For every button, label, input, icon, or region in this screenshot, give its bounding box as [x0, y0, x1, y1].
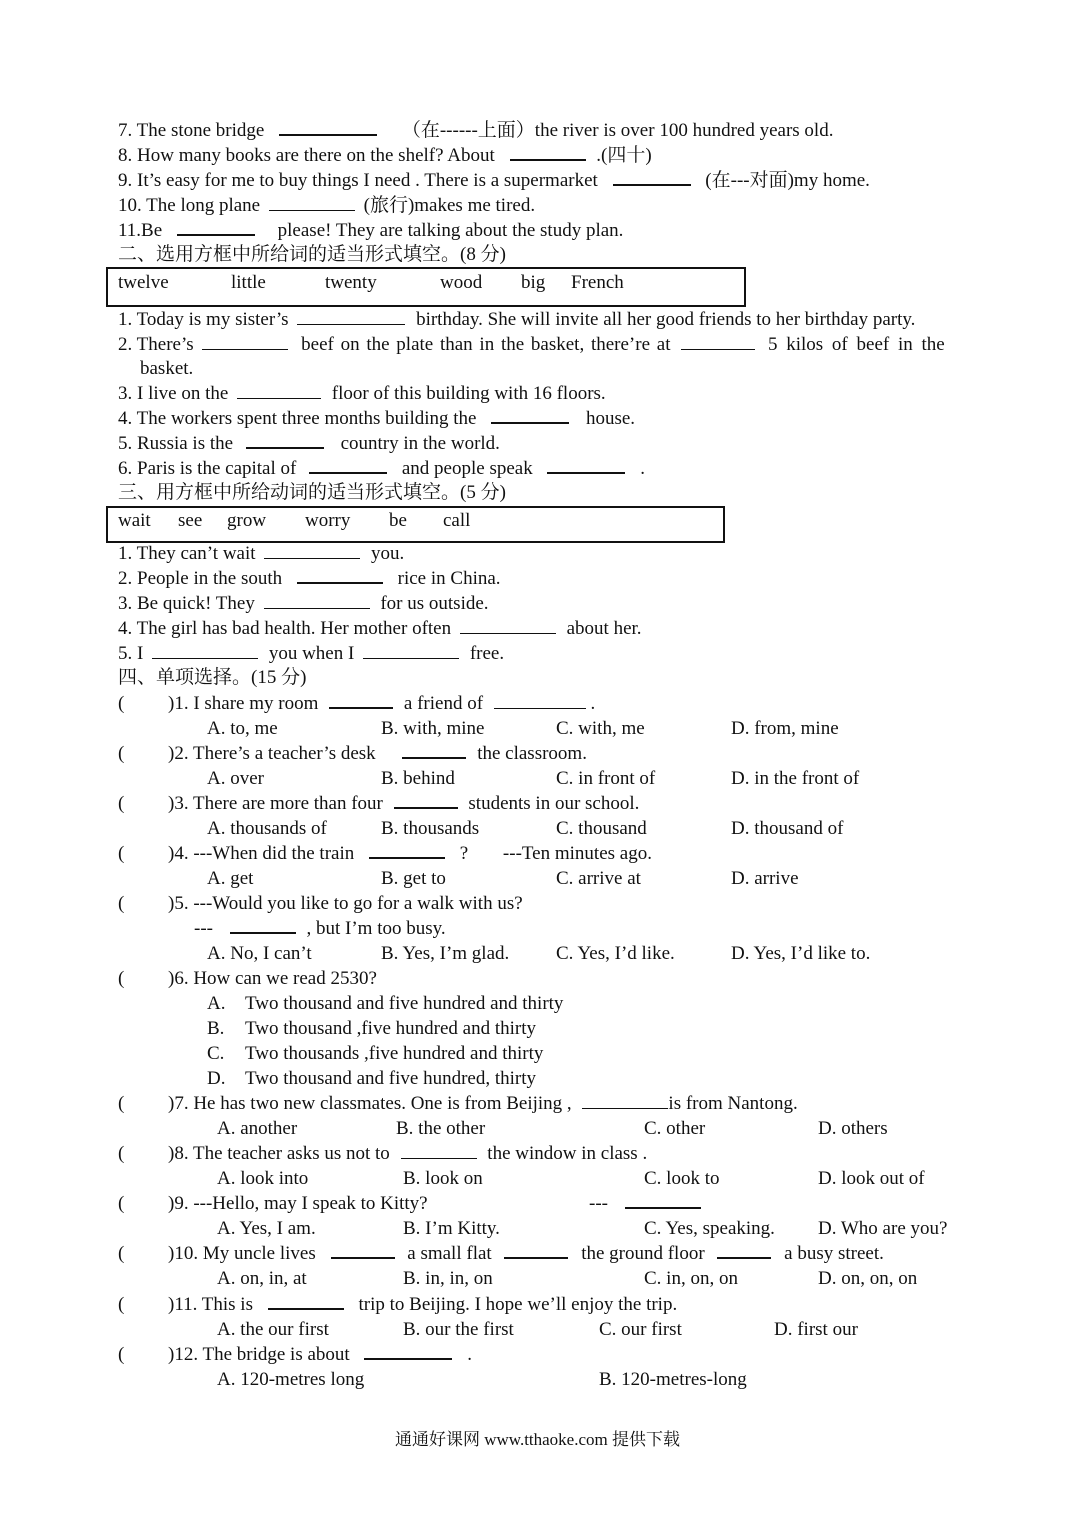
mcq12-text: )12. The bridge is about: [168, 1344, 350, 1365]
option-text: Two thousand and five hundred and thirty: [245, 993, 564, 1014]
option[interactable]: D. thousand of: [731, 818, 844, 839]
mc-question-7: [168, 1092, 798, 1116]
mcq4-reply: ---Ten minutes ago.: [502, 843, 652, 864]
word-box-3-word: wait: [118, 510, 151, 531]
mcq4-text-after: ?: [459, 843, 469, 864]
s3-question-3: [118, 592, 489, 616]
mcq7-blank[interactable]: [582, 1094, 668, 1109]
s2q2-continuation: basket.: [140, 358, 194, 379]
option[interactable]: D. Yes, I’d like to.: [731, 943, 871, 964]
question-10: [118, 194, 535, 218]
word-box-2-word: twenty: [325, 272, 377, 293]
option-text: Two thousand and five hundred, thirty: [245, 1068, 537, 1089]
mcq8-blank[interactable]: [401, 1144, 477, 1159]
answer-paren[interactable]: (: [118, 1294, 125, 1315]
mc-question-6: )6. How can we read 2530?: [168, 968, 377, 989]
option-text: Two thousands ,five hundred and thirty: [245, 1043, 544, 1064]
mcq2-blank[interactable]: [402, 743, 466, 759]
word-box-2: [106, 267, 746, 307]
option[interactable]: C. other: [644, 1118, 706, 1139]
mcq10-text-mid-2: the ground floor: [581, 1243, 705, 1264]
q9-hint: (在---对面)my home.: [705, 170, 870, 191]
s2q2-blank-2[interactable]: [681, 335, 755, 350]
mcq5-text-after: , but I’m too busy.: [306, 918, 446, 939]
mcq5-dash: ---: [194, 918, 213, 939]
option[interactable]: [207, 992, 563, 1016]
option[interactable]: B. with, mine: [381, 718, 485, 739]
mcq4-blank[interactable]: [369, 843, 445, 859]
s2q5-blank[interactable]: [246, 433, 324, 449]
s3q4-text: 4. The girl has bad health. Her mother often: [118, 618, 452, 639]
mc-question-12: [168, 1343, 472, 1367]
mc-question-10: [168, 1242, 884, 1266]
option[interactable]: A. Yes, I am.: [217, 1218, 316, 1239]
mcq9-reply: [589, 1192, 701, 1216]
mc-question-5: )5. ---Would you like to go for a walk with us?: [168, 893, 523, 914]
mcq2-text-after: the classroom.: [477, 743, 587, 764]
mcq1-text-mid: a friend of: [403, 693, 484, 714]
option[interactable]: A. the our first: [217, 1319, 329, 1340]
answer-paren[interactable]: (: [118, 843, 125, 864]
word-box-2-word: big: [521, 272, 546, 293]
s3q1-text-after: you.: [371, 543, 405, 564]
question-7: [118, 119, 833, 143]
mc-question-1: [168, 692, 595, 716]
s2q6-text-mid: and people speak: [401, 458, 533, 479]
option[interactable]: D. arrive: [731, 868, 799, 889]
option[interactable]: A. to, me: [207, 718, 278, 739]
mcq1-blank-2[interactable]: [494, 694, 586, 709]
option[interactable]: B. get to: [381, 868, 446, 889]
q10-hint: (旅行)makes me tired.: [363, 195, 536, 216]
option[interactable]: C. look to: [644, 1168, 720, 1189]
mcq9-blank[interactable]: [625, 1193, 701, 1209]
option[interactable]: D. from, mine: [731, 718, 839, 739]
s2q4-text: 4. The workers spent three months building the: [118, 408, 477, 429]
s2q3-text: 3. I live on the: [118, 383, 229, 404]
q7-text: 7. The stone bridge: [118, 120, 265, 141]
s2q4-blank[interactable]: [491, 408, 569, 424]
s3q1-blank[interactable]: [264, 544, 360, 559]
q9-blank[interactable]: [613, 170, 691, 186]
s3-question-2: [118, 567, 501, 591]
s3q5-text-after: free.: [469, 643, 505, 664]
mcq7-text-after: is from Nantong.: [668, 1093, 798, 1114]
word-box-3-word: grow: [227, 510, 267, 531]
s2q6-blank-2[interactable]: [547, 458, 625, 474]
mcq11-blank[interactable]: [268, 1294, 344, 1310]
word-box-2-word: little: [231, 272, 266, 293]
mcq7-text: )7. He has two new classmates. One is from Beijing ,: [168, 1093, 572, 1114]
answer-paren[interactable]: (: [118, 1193, 125, 1214]
option[interactable]: C. arrive at: [556, 868, 641, 889]
mcq12-blank[interactable]: [364, 1344, 452, 1360]
mc-question-9: )9. ---Hello, may I speak to Kitty?: [168, 1193, 428, 1214]
s2-question-6: [118, 457, 645, 481]
mc-question-11: [168, 1293, 677, 1317]
mcq2-text: )2. There’s a teacher’s desk: [168, 743, 376, 764]
s3q5-text: 5. I: [118, 643, 144, 664]
option[interactable]: [207, 1067, 536, 1091]
mcq5-reply-line: [194, 917, 446, 941]
question-11: [118, 219, 623, 243]
s3-question-1: [118, 542, 404, 566]
option-letter: A.: [207, 993, 226, 1014]
answer-paren[interactable]: (: [118, 1243, 125, 1264]
q10-text: 10. The long plane: [118, 195, 261, 216]
answer-paren[interactable]: (: [118, 743, 125, 764]
option[interactable]: C. in, on, on: [644, 1268, 738, 1289]
s2q6-text-after: .: [640, 458, 645, 479]
option-letter: B.: [207, 1018, 225, 1039]
s2q5-text-after: country in the world.: [340, 433, 500, 454]
s3q2-blank[interactable]: [297, 568, 383, 584]
answer-paren[interactable]: (: [118, 1344, 125, 1365]
word-box-3-word: call: [443, 510, 471, 531]
mcq10-text: )10. My uncle lives: [168, 1243, 316, 1264]
option[interactable]: D. in the front of: [731, 768, 860, 789]
option[interactable]: B. our the first: [403, 1319, 514, 1340]
s3q2-text: 2. People in the south: [118, 568, 283, 589]
s3q3-text: 3. Be quick! They: [118, 593, 255, 614]
s2q3-text-after: floor of this building with 16 floors.: [331, 383, 606, 404]
option[interactable]: B. the other: [396, 1118, 486, 1139]
option-letter: C.: [207, 1043, 225, 1064]
option[interactable]: D. first our: [774, 1319, 858, 1340]
section-2-heading: 二、选用方框中所给词的适当形式填空。(8 分): [118, 244, 506, 265]
option[interactable]: C. Yes, I’d like.: [556, 943, 675, 964]
option[interactable]: [207, 1042, 543, 1066]
s3q5-blank-2[interactable]: [363, 644, 459, 659]
mcq11-text: )11. This is: [168, 1294, 253, 1315]
question-8: [118, 144, 652, 168]
s2q1-blank[interactable]: [297, 310, 405, 325]
mcq10-blank-3[interactable]: [717, 1243, 771, 1259]
option[interactable]: B. in, in, on: [403, 1268, 493, 1289]
s2q6-blank-1[interactable]: [309, 458, 387, 474]
q11-text: 11.Be: [118, 220, 163, 241]
mc-question-2: [168, 742, 587, 766]
s2-question-2: [118, 333, 945, 357]
mcq11-text-after: trip to Beijing. I hope we’ll enjoy the trip.: [358, 1294, 678, 1315]
s2-question-4: [118, 407, 635, 431]
answer-paren[interactable]: (: [118, 793, 125, 814]
option[interactable]: D. on, on, on: [818, 1268, 918, 1289]
s2q3-blank[interactable]: [237, 384, 321, 399]
option[interactable]: D. others: [818, 1118, 888, 1139]
mcq1-text: )1. I share my room: [168, 693, 319, 714]
s3q4-text-after: about her.: [566, 618, 642, 639]
option[interactable]: B. behind: [381, 768, 455, 789]
option[interactable]: A. thousands of: [207, 818, 327, 839]
mc-question-4: [168, 842, 652, 866]
mcq12-text-after: .: [467, 1344, 472, 1365]
option[interactable]: D. look out of: [818, 1168, 925, 1189]
s3q4-blank[interactable]: [460, 619, 556, 634]
option[interactable]: B. Yes, I’m glad.: [381, 943, 510, 964]
s2q2-text-after: 5 kilos of beef in the: [767, 334, 945, 355]
q7-hint: （在------上面）the river is over 100 hundred years old.: [401, 120, 834, 141]
s2-question-5: [118, 432, 500, 456]
option[interactable]: A. look into: [217, 1168, 309, 1189]
mcq1-blank-1[interactable]: [329, 693, 393, 709]
s2q6-text: 6. Paris is the capital of: [118, 458, 297, 479]
section-3-heading: 三、用方框中所给动词的适当形式填空。(5 分): [118, 482, 506, 503]
s2q5-text: 5. Russia is the: [118, 433, 234, 454]
s2-question-3: [118, 382, 606, 406]
option[interactable]: [207, 1017, 536, 1041]
s3q1-text: 1. They can’t wait: [118, 543, 256, 564]
section-4-heading: 四、单项选择。(15 分): [118, 667, 307, 688]
word-box-3-word: worry: [305, 510, 351, 531]
option[interactable]: A. No, I can’t: [207, 943, 312, 964]
word-box-3-word: be: [389, 510, 407, 531]
option[interactable]: B. thousands: [381, 818, 480, 839]
s3q5-blank-1[interactable]: [152, 644, 258, 659]
s2-question-1: [118, 308, 915, 332]
option[interactable]: C. in front of: [556, 768, 656, 789]
option[interactable]: A. over: [207, 768, 264, 789]
q11-hint: please! They are talking about the study plan.: [277, 220, 624, 241]
s3q3-blank[interactable]: [264, 594, 370, 609]
s3-question-5: [118, 642, 504, 666]
q8-hint: .(四十): [596, 145, 652, 166]
option[interactable]: C. our first: [599, 1319, 682, 1340]
option[interactable]: C. thousand: [556, 818, 647, 839]
answer-paren[interactable]: (: [118, 893, 125, 914]
q9-text: 9. It’s easy for me to buy things I need . There is a supermarket: [118, 170, 598, 191]
q8-text: 8. How many books are there on the shelf? About: [118, 145, 495, 166]
s3q3-text-after: for us outside.: [380, 593, 489, 614]
mcq9-dash: ---: [589, 1193, 608, 1214]
answer-paren[interactable]: (: [118, 693, 125, 714]
mcq3-text-after: students in our school.: [468, 793, 640, 814]
option[interactable]: A. 120-metres long: [217, 1369, 365, 1390]
option[interactable]: B. 120-metres-long: [599, 1369, 747, 1390]
mcq10-blank-1[interactable]: [331, 1243, 395, 1259]
q7-blank[interactable]: [279, 120, 377, 136]
option[interactable]: D. Who are you?: [818, 1218, 948, 1239]
q8-blank[interactable]: [510, 145, 586, 161]
s2q1-text-after: birthday. She will invite all her good friends to her birthday party.: [416, 309, 916, 330]
q11-blank[interactable]: [177, 220, 255, 236]
s3q2-text-after: rice in China.: [397, 568, 501, 589]
mc-question-3: [168, 792, 639, 816]
mcq10-text-mid-1: a small flat: [407, 1243, 492, 1264]
word-box-3-word: see: [178, 510, 203, 531]
option[interactable]: A. get: [207, 868, 254, 889]
s2q4-text-after: house.: [585, 408, 636, 429]
s2q2-text: 2. There’s: [118, 334, 194, 355]
answer-paren[interactable]: (: [118, 1143, 125, 1164]
mcq4-text: )4. ---When did the train: [168, 843, 355, 864]
option[interactable]: B. I’m Kitty.: [403, 1218, 500, 1239]
word-box-2-word: French: [571, 272, 624, 293]
answer-paren[interactable]: (: [118, 1093, 125, 1114]
option-text: Two thousand ,five hundred and thirty: [245, 1018, 537, 1039]
s2q1-text: 1. Today is my sister’s: [118, 309, 289, 330]
option[interactable]: C. Yes, speaking.: [644, 1218, 775, 1239]
s3-question-4: [118, 617, 642, 641]
mcq8-text-after: the window in class .: [487, 1143, 648, 1164]
mcq3-blank[interactable]: [394, 793, 458, 809]
s2q2-blank-1[interactable]: [202, 335, 288, 350]
mcq10-text-after: a busy street.: [784, 1243, 884, 1264]
option[interactable]: A. another: [217, 1118, 298, 1139]
q10-blank[interactable]: [269, 196, 355, 211]
word-box-2-word: wood: [440, 272, 483, 293]
mc-question-8: [168, 1142, 647, 1166]
mcq8-text: )8. The teacher asks us not to: [168, 1143, 390, 1164]
s2q2-text-mid: beef on the plate than in the basket, there’re at: [301, 334, 671, 355]
question-9: [118, 169, 870, 193]
option[interactable]: C. with, me: [556, 718, 645, 739]
mcq1-text-after: .: [590, 693, 596, 714]
option[interactable]: A. on, in, at: [217, 1268, 307, 1289]
option[interactable]: B. look on: [403, 1168, 483, 1189]
answer-paren[interactable]: (: [118, 968, 125, 989]
mcq5-blank[interactable]: [230, 918, 296, 934]
footer-text: 通通好课网 www.tthaoke.com 提供下载: [394, 1430, 681, 1449]
s3q5-text-mid: you when I: [268, 643, 355, 664]
word-box-2-word: twelve: [118, 272, 169, 293]
mcq3-text: )3. There are more than four: [168, 793, 383, 814]
option-letter: D.: [207, 1068, 226, 1089]
mcq10-blank-2[interactable]: [504, 1243, 568, 1259]
